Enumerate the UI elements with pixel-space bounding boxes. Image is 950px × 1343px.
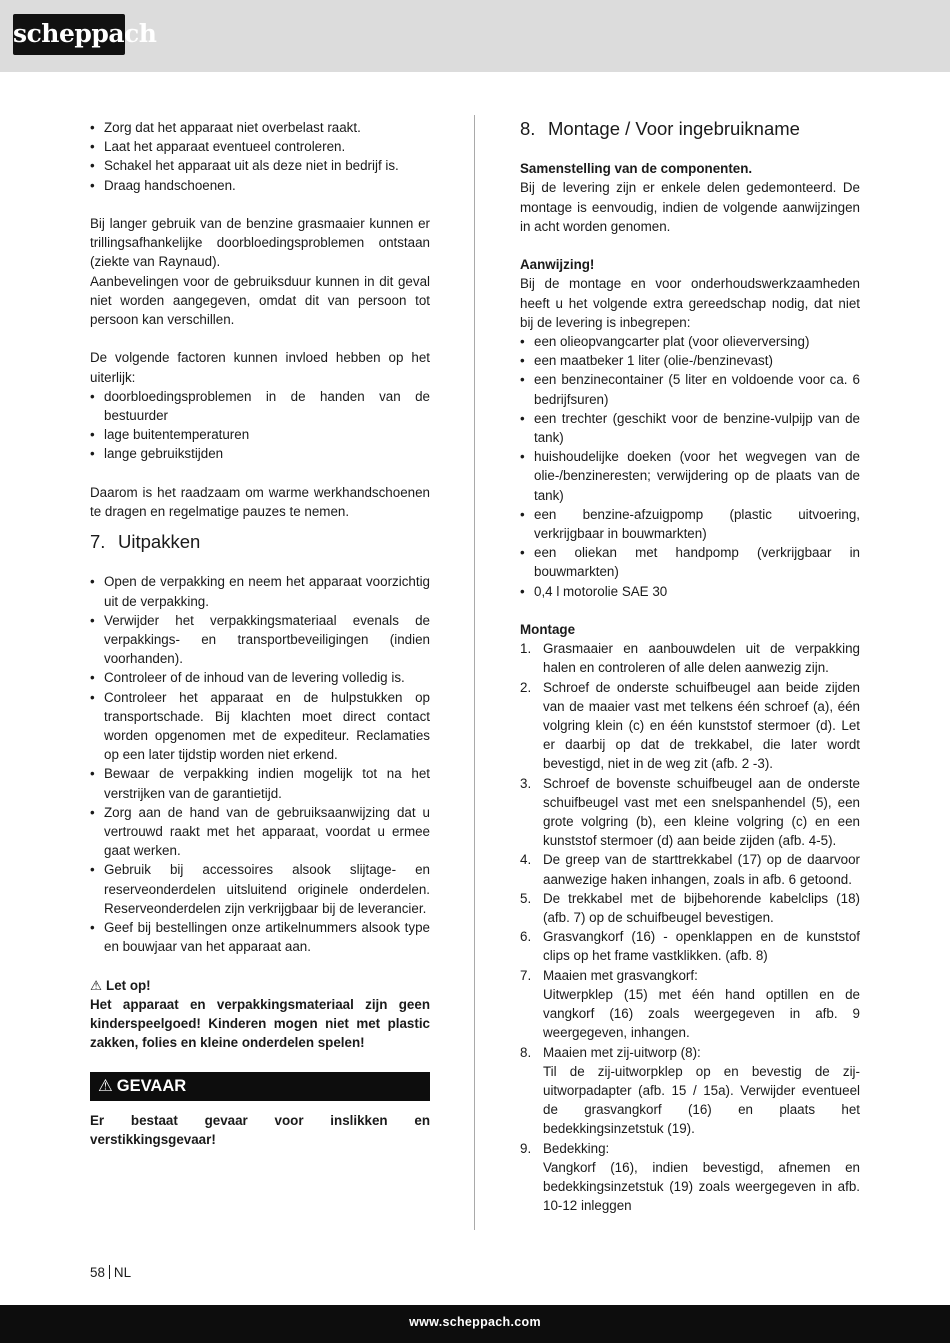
- factor-list: [90, 387, 430, 464]
- list-item: • Controleer het apparaat en de hulpstukken op transportschade. Bij klachten moet direct contact worden opgenomen met de expediteur. Reclamaties op een later tijdstip worden niet erkend.: [90, 688, 430, 765]
- step-text: De greep van de starttrekkabel (17) op de daarvoor aanwezige haken inhangen, zoals in afb. 6 getoond.: [543, 852, 860, 887]
- step-item: [520, 1139, 860, 1216]
- montage-heading: Montage: [520, 622, 576, 638]
- list-item: • Zorg aan de hand van de gebruiksaanwijzing dat u vertrouwd raakt met het apparaat, voordat u ermee gaat werken.: [90, 803, 430, 861]
- note-heading: Aanwijzing!: [520, 257, 595, 273]
- list-item: • Verwijder het verpakkingsmateriaal evenals de verpakkings- en transportbeveiligingen (indien voorhanden).: [90, 611, 430, 669]
- paragraph: Bij langer gebruik van de benzine grasmaaier kunnen er trillingsafhankelijke doorbloedingsproblemen ontstaan (ziekte van Raynaud).: [90, 216, 430, 270]
- step-item: [520, 889, 860, 927]
- step-text: Schroef de onderste schuifbeugel aan beide zijden van de maaier vast met telkens één schroef (a), één volgring klein (c) en één kunststof stermoer (d). Let er daarbij op dat de trekkabel, die later wordt bevestigd, niet in de weg zit (afb. 2 -3).: [543, 679, 860, 772]
- page-number-value: 58: [90, 1265, 105, 1280]
- danger-text: Er bestaat gevaar voor inslikken en verstikkingsgevaar!: [90, 1112, 430, 1147]
- page-separator: [109, 1265, 110, 1279]
- list-item: • een benzinecontainer (5 liter en voldoende voor ca. 6 bedrijfsuren): [520, 370, 860, 408]
- paragraph: Aanbevelingen voor de gebruiksduur kunnen in dit geval niet worden aangegeven, omdat dit van persoon tot persoon kan verschillen.: [90, 273, 430, 328]
- right-column: [520, 118, 860, 1215]
- step-item: [520, 1043, 860, 1139]
- page-number: [90, 1265, 131, 1280]
- danger-banner: [90, 1072, 430, 1101]
- header-bar: [0, 0, 950, 72]
- step-number: 6.: [520, 929, 532, 945]
- column-divider: [474, 115, 475, 1230]
- list-item: • Gebruik bij accessoires alsook slijtage- en reserveonderdelen uitsluitend originele onderdelen. Reserveonderdelen zijn verkrijgbaar bij de leverancier.: [90, 860, 430, 918]
- brand-logo: scheppach: [13, 14, 125, 55]
- list-item: • Draag handschoenen.: [90, 176, 430, 195]
- step-item: [520, 774, 860, 851]
- section-heading-unpack: [90, 531, 430, 553]
- step-item: [520, 966, 860, 1043]
- step-text: De trekkabel met de bijbehorende kabelclips (18) (afb. 7) op de schuifbeugel bevestigen.: [543, 890, 860, 926]
- section-title: Montage / Voor ingebruikname: [548, 118, 800, 139]
- step-item: [520, 927, 860, 965]
- list-item: • huishoudelijke doeken (voor het wegvegen van de olie-/benzineresten; verwijdering op de plaats van de tank): [520, 447, 860, 505]
- list-item: • Bewaar de verpakking indien mogelijk tot na het verstrijken van de garantietijd.: [90, 764, 430, 802]
- step-number: 7.: [520, 967, 532, 983]
- step-item: [520, 850, 860, 888]
- footer-bar: [0, 1305, 950, 1343]
- caution-text: Het apparaat en verpakkingsmateriaal zijn geen kinderspeelgoed! Kinderen mogen niet met plastic zakken, folies en kleine onderdelen spelen!: [90, 996, 430, 1051]
- danger-title: GEVAAR: [116, 1076, 187, 1095]
- list-item: • een maatbeker 1 liter (olie-/benzinevast): [520, 351, 860, 370]
- list-item: • Laat het apparaat eventueel controleren.: [90, 137, 430, 156]
- step-number: 5.: [520, 890, 532, 906]
- step-number: 3.: [520, 775, 532, 791]
- paragraph: Daarom is het raadzaam om warme werkhandschoenen te dragen en regelmatige pauzes te nemen.: [90, 484, 430, 520]
- list-item: • Open de verpakking en neem het apparaat voorzichtig uit de verpakking.: [90, 572, 430, 610]
- step-text: Maaien met grasvangkorf:: [543, 967, 698, 983]
- list-item: • 0,4 l motorolie SAE 30: [520, 582, 860, 601]
- language-code: NL: [113, 1265, 132, 1280]
- step-number: 8.: [520, 1044, 532, 1060]
- section-heading-montage: [520, 118, 860, 140]
- list-item: • Controleer of de inhoud van de levering volledig is.: [90, 668, 430, 687]
- caution-title: Let op!: [106, 977, 151, 993]
- paragraph: Bij de levering zijn er enkele delen gedemonteerd. De montage is eenvoudig, indien de volgende aanwijzingen in acht worden genomen.: [520, 180, 860, 234]
- step-text: Grasmaaier en aanbouwdelen uit de verpakking halen en controleren of alle delen aanwezig zijn.: [543, 641, 860, 676]
- section-number: 7.: [90, 531, 106, 553]
- step-number: 9.: [520, 1140, 532, 1156]
- warning-triangle-icon: ⚠: [90, 977, 103, 993]
- step-text: Bedekking:: [543, 1140, 610, 1156]
- unpack-list: [90, 572, 430, 956]
- list-item: • een olieopvangcarter plat (voor olieverversing): [520, 332, 860, 351]
- step-subtext: Uitwerpklep (15) met één hand optillen en de vangkorf (16) zoals weergegeven in afb. 9 weergegeven, inhangen.: [543, 986, 860, 1041]
- paragraph: Bij de montage en voor onderhoudswerkzaamheden heeft u het volgende extra gereedschap nodig, dat niet bij de levering is inbegrepen:: [520, 276, 860, 330]
- list-item: • een oliekan met handpomp (verkrijgbaar in bouwmarkten): [520, 543, 860, 581]
- paragraph: De volgende factoren kunnen invloed hebben op het uiterlijk:: [90, 350, 430, 385]
- list-item: • lange gebruikstijden: [90, 444, 430, 463]
- section-title: Uitpakken: [118, 531, 201, 553]
- step-number: 4.: [520, 852, 532, 868]
- step-subtext: Til de zij-uitworpklep op en bevestig de zij-uitworpadapter (afb. 15 / 15a). Verwijder eventueel de grasvangkorf (16) en plaats het bedekkingsinzetstuk (19).: [543, 1063, 860, 1137]
- step-item: [520, 639, 860, 677]
- step-item: [520, 678, 860, 774]
- warning-triangle-icon: ⚠: [98, 1076, 113, 1095]
- website-link[interactable]: www.scheppach.com: [409, 1315, 541, 1329]
- step-number: 2.: [520, 679, 532, 695]
- list-item: • een benzine-afzuigpomp (plastic uitvoering, verkrijgbaar in bouwmarkten): [520, 505, 860, 543]
- step-subtext: Vangkorf (16), indien bevestigd, afnemen en bedekkingsinzetstuk (19) zoals weergegeven in afb. 10-12 inleggen: [543, 1159, 860, 1214]
- list-item: • doorbloedingsproblemen in de handen van de bestuurder: [90, 387, 430, 425]
- components-heading: Samenstelling van de componenten.: [520, 161, 753, 177]
- step-text: Grasvangkorf (16) - openklappen en de kunststof clips op het frame vastklikken. (afb. 8): [543, 929, 860, 964]
- step-number: 1.: [520, 641, 532, 657]
- safety-bullets: [90, 118, 430, 195]
- caution-heading: [90, 976, 430, 995]
- section-number: 8.: [520, 118, 536, 139]
- left-column: [90, 118, 430, 1149]
- step-text: Schroef de bovenste schuifbeugel aan de onderste schuifbeugel vast met een snelspanhendel (5), een grote volgring (b), een kleine volgring (c) en een kunststof stermoer (d) aan beide zijden (afb. 4-5).: [543, 775, 860, 849]
- montage-steps: [520, 639, 860, 1215]
- list-item: • Zorg dat het apparaat niet overbelast raakt.: [90, 118, 430, 137]
- list-item: • Geef bij bestellingen onze artikelnummers alsook type en bouwjaar van het apparaat aan.: [90, 918, 430, 956]
- tools-list: [520, 332, 860, 601]
- list-item: • een trechter (geschikt voor de benzine-vulpijp van de tank): [520, 409, 860, 447]
- step-text: Maaien met zij-uitworp (8):: [543, 1044, 701, 1060]
- list-item: • Schakel het apparaat uit als deze niet in bedrijf is.: [90, 156, 430, 175]
- list-item: • lage buitentemperaturen: [90, 425, 430, 444]
